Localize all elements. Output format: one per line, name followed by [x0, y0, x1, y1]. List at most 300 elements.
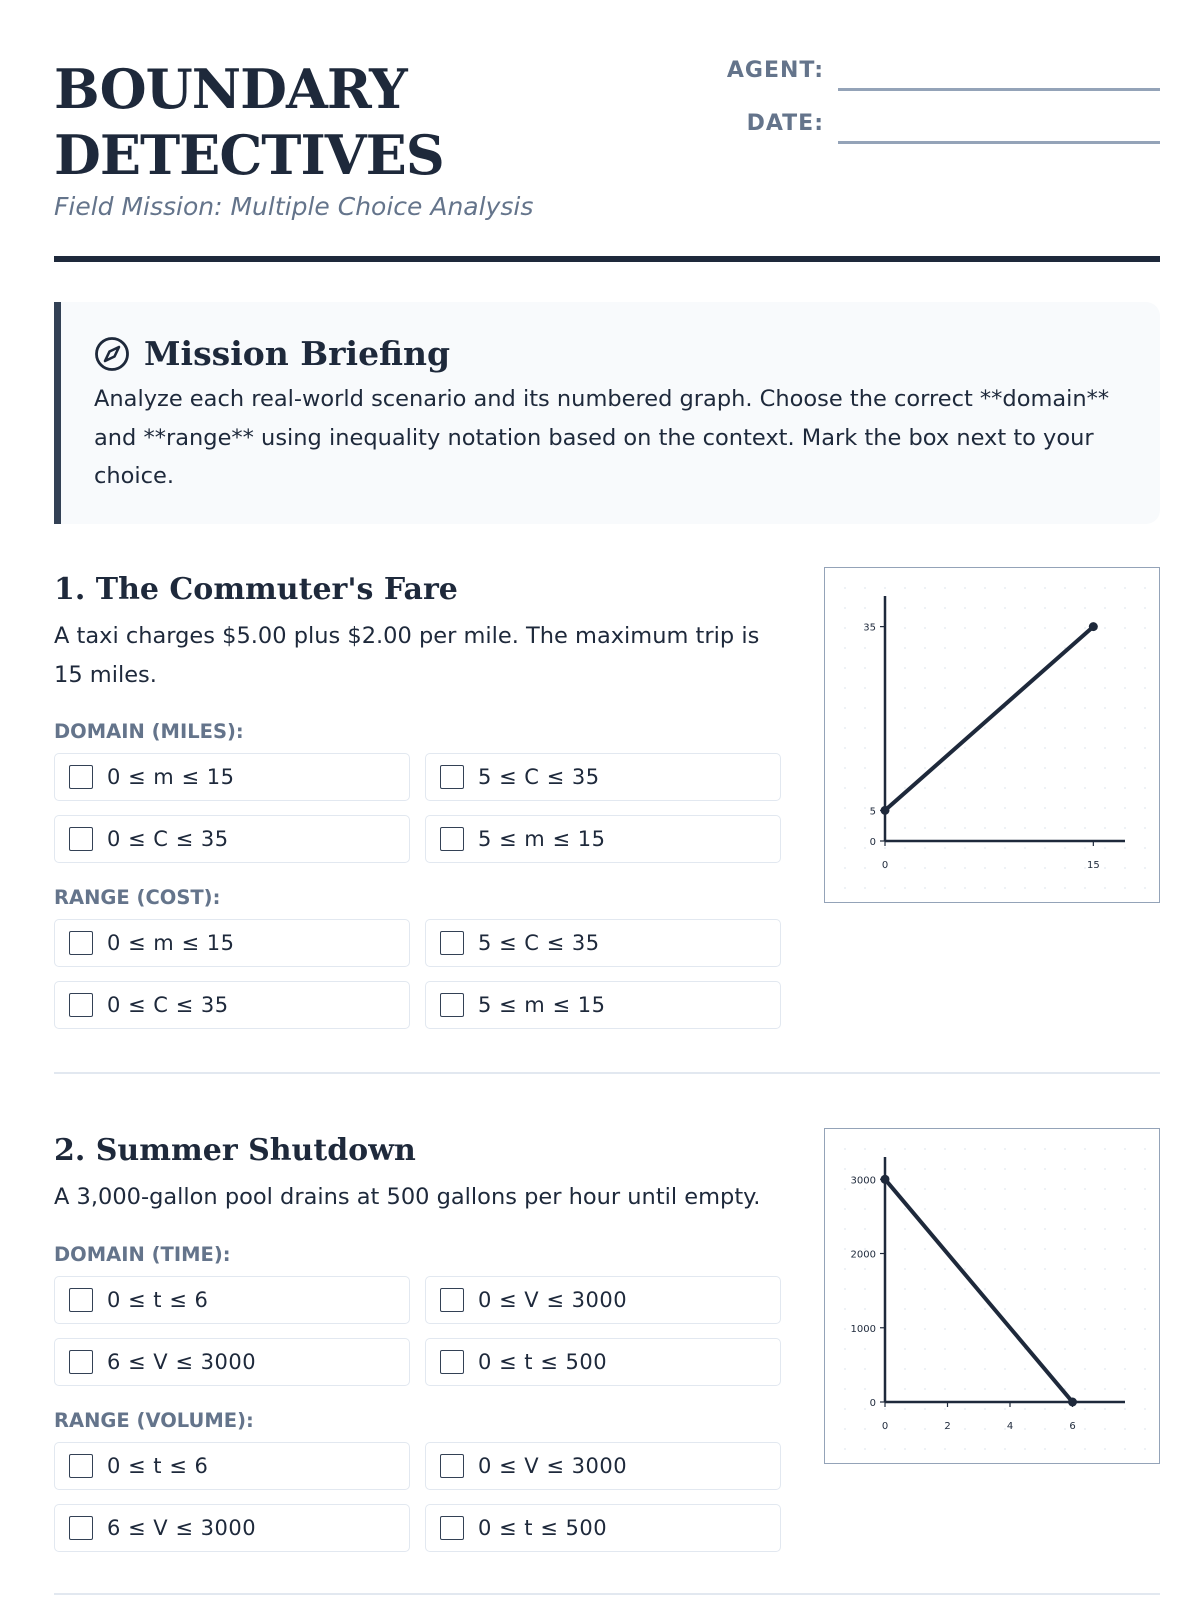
grid-dot — [1144, 887, 1146, 889]
grid-dot — [984, 787, 986, 789]
grid-dot — [1124, 767, 1126, 769]
grid-dot — [1004, 1208, 1006, 1210]
domain-label: DOMAIN (TIME): — [54, 1243, 231, 1266]
grid-dot — [1124, 867, 1126, 869]
domain-option-c[interactable] — [54, 815, 410, 863]
checkbox[interactable] — [440, 1350, 464, 1374]
grid-dot — [984, 1328, 986, 1330]
grid-dot — [1064, 1308, 1066, 1310]
grid-dot — [1004, 1288, 1006, 1290]
grid-dot — [1144, 1328, 1146, 1330]
option-text: 0 ≤ t ≤ 6 — [107, 1288, 209, 1312]
grid-dot — [844, 1228, 846, 1230]
grid-dot — [1104, 1168, 1106, 1170]
grid-dot — [1024, 1308, 1026, 1310]
grid-dot — [984, 1308, 986, 1310]
grid-dot — [904, 1148, 906, 1150]
grid-dot — [904, 1248, 906, 1250]
grid-dot — [1044, 1228, 1046, 1230]
grid-dot — [904, 1268, 906, 1270]
grid-dot — [1084, 1348, 1086, 1350]
checkbox[interactable] — [440, 1516, 464, 1540]
grid-dot — [864, 787, 866, 789]
grid-dot — [844, 1208, 846, 1210]
grid-dot — [1044, 1348, 1046, 1350]
grid-dot — [964, 867, 966, 869]
grid-dot — [1044, 1168, 1046, 1170]
grid-dot — [924, 1248, 926, 1250]
grid-dot — [924, 727, 926, 729]
grid-dot — [1044, 1428, 1046, 1430]
briefing-text: Analyze each real-world scenario and its numbered graph. Choose the correct **domain** and **range** using inequality notation based on the context. Mark the box next to your choice. — [94, 386, 1110, 489]
grid-dot — [944, 1288, 946, 1290]
grid-dot — [1044, 807, 1046, 809]
grid-dot — [1004, 1228, 1006, 1230]
grid-dot — [984, 587, 986, 589]
series-line — [885, 627, 1093, 811]
grid-dot — [1144, 627, 1146, 629]
grid-dot — [1024, 647, 1026, 649]
grid-dot — [1124, 667, 1126, 669]
grid-dot — [944, 1168, 946, 1170]
grid-dot — [924, 1168, 926, 1170]
page-subtitle: Field Mission: Multiple Choice Analysis — [54, 192, 534, 221]
grid-dot — [1064, 667, 1066, 669]
series-line — [885, 1179, 1073, 1402]
grid-dot — [1124, 1288, 1126, 1290]
grid-dot — [1144, 847, 1146, 849]
grid-dot — [964, 607, 966, 609]
grid-dot — [844, 1168, 846, 1170]
grid-dot — [904, 1168, 906, 1170]
grid-dot — [1064, 787, 1066, 789]
grid-dot — [1024, 867, 1026, 869]
grid-dot — [924, 1408, 926, 1410]
grid-dot — [844, 587, 846, 589]
agent-line[interactable] — [838, 88, 1160, 91]
grid-dot — [944, 707, 946, 709]
grid-dot — [1044, 727, 1046, 729]
grid-dot — [944, 847, 946, 849]
grid-dot — [1124, 1208, 1126, 1210]
grid-dot — [1064, 847, 1066, 849]
grid-dot — [1124, 1248, 1126, 1250]
checkbox[interactable] — [440, 1454, 464, 1478]
grid-dot — [1004, 887, 1006, 889]
x-tick-label: 0 — [881, 1421, 889, 1432]
grid-dot — [1044, 1408, 1046, 1410]
grid-dot — [1124, 1148, 1126, 1150]
grid-dot — [1144, 707, 1146, 709]
grid-dot — [1104, 1388, 1106, 1390]
grid-dot — [1044, 1448, 1046, 1450]
grid-dot — [1104, 827, 1106, 829]
grid-dot — [1024, 1408, 1026, 1410]
grid-dot — [984, 767, 986, 769]
grid-dot — [924, 1428, 926, 1430]
grid-dot — [1104, 1328, 1106, 1330]
grid-dot — [1124, 607, 1126, 609]
domain-option-a[interactable] — [54, 1276, 410, 1324]
grid-dot — [844, 607, 846, 609]
checkbox[interactable] — [440, 993, 464, 1017]
grid-dot — [964, 667, 966, 669]
grid-dot — [1024, 1188, 1026, 1190]
grid-dot — [1064, 707, 1066, 709]
grid-dot — [1084, 867, 1086, 869]
grid-dot — [1124, 847, 1126, 849]
grid-dot — [1144, 1368, 1146, 1370]
grid-dot — [944, 827, 946, 829]
grid-dot — [844, 1268, 846, 1270]
grid-dot — [1044, 887, 1046, 889]
grid-dot — [1144, 747, 1146, 749]
grid-dot — [1144, 1148, 1146, 1150]
grid-dot — [864, 767, 866, 769]
grid-dot — [964, 1448, 966, 1450]
option-text: 5 ≤ m ≤ 15 — [478, 993, 606, 1017]
grid-dot — [844, 767, 846, 769]
grid-dot — [844, 807, 846, 809]
grid-dot — [1144, 1308, 1146, 1310]
domain-option-d[interactable] — [425, 1338, 781, 1386]
grid-dot — [1104, 867, 1106, 869]
grid-dot — [1004, 1248, 1006, 1250]
grid-dot — [964, 727, 966, 729]
grid-dot — [844, 647, 846, 649]
grid-dot — [964, 747, 966, 749]
grid-dot — [1024, 1368, 1026, 1370]
checkbox[interactable] — [69, 1454, 93, 1478]
grid-dot — [924, 1328, 926, 1330]
grid-dot — [884, 1448, 886, 1450]
grid-dot — [904, 647, 906, 649]
grid-dot — [1024, 727, 1026, 729]
grid-dot — [1064, 867, 1066, 869]
checkbox[interactable] — [69, 931, 93, 955]
range-option-a[interactable] — [54, 919, 410, 967]
checkbox[interactable] — [69, 993, 93, 1017]
option-text: 0 ≤ m ≤ 15 — [107, 765, 235, 789]
grid-dot — [904, 1388, 906, 1390]
grid-dot — [984, 607, 986, 609]
grid-dot — [984, 1288, 986, 1290]
grid-dot — [1004, 1188, 1006, 1190]
grid-dot — [1044, 787, 1046, 789]
grid-dot — [1064, 627, 1066, 629]
grid-dot — [1004, 647, 1006, 649]
grid-dot — [1144, 1188, 1146, 1190]
grid-dot — [1124, 1228, 1126, 1230]
grid-dot — [864, 847, 866, 849]
grid-dot — [1064, 1208, 1066, 1210]
grid-dot — [944, 1348, 946, 1350]
grid-dot — [1084, 887, 1086, 889]
grid-dot — [1024, 1328, 1026, 1330]
grid-dot — [864, 1228, 866, 1230]
option-text: 6 ≤ V ≤ 3000 — [107, 1350, 257, 1374]
grid-dot — [1064, 1428, 1066, 1430]
graph-2 — [824, 1128, 1160, 1464]
grid-dot — [1024, 1148, 1026, 1150]
grid-dot — [1124, 827, 1126, 829]
grid-dot — [1004, 727, 1006, 729]
grid-dot — [1004, 1408, 1006, 1410]
grid-dot — [924, 1148, 926, 1150]
grid-dot — [964, 1248, 966, 1250]
range-option-b[interactable] — [425, 919, 781, 967]
grid-dot — [904, 1308, 906, 1310]
grid-dot — [944, 1308, 946, 1310]
grid-dot — [984, 627, 986, 629]
grid-dot — [1024, 1208, 1026, 1210]
checkbox[interactable] — [69, 1516, 93, 1540]
grid-dot — [904, 1228, 906, 1230]
agent-label: AGENT: — [726, 58, 824, 83]
data-point — [1089, 622, 1098, 631]
domain-option-c[interactable] — [54, 1338, 410, 1386]
domain-option-b[interactable] — [425, 1276, 781, 1324]
grid-dot — [984, 1228, 986, 1230]
grid-dot — [1064, 807, 1066, 809]
y-tick-label: 0 — [869, 837, 876, 848]
grid-dot — [1004, 607, 1006, 609]
grid-dot — [1004, 1148, 1006, 1150]
checkbox[interactable] — [440, 765, 464, 789]
grid-dot — [844, 847, 846, 849]
grid-dot — [964, 1388, 966, 1390]
grid-dot — [1104, 787, 1106, 789]
checkbox[interactable] — [69, 1350, 93, 1374]
grid-dot — [1044, 847, 1046, 849]
y-tick-label: 0 — [869, 1398, 876, 1409]
grid-dot — [924, 647, 926, 649]
graph-1 — [824, 567, 1160, 903]
grid-dot — [1044, 1388, 1046, 1390]
grid-dot — [984, 1428, 986, 1430]
checkbox[interactable] — [440, 931, 464, 955]
grid-dot — [1084, 1148, 1086, 1150]
grid-dot — [1044, 1148, 1046, 1150]
grid-dot — [924, 1388, 926, 1390]
grid-dot — [1104, 1188, 1106, 1190]
grid-dot — [864, 647, 866, 649]
checkbox[interactable] — [440, 1288, 464, 1312]
grid-dot — [1064, 1328, 1066, 1330]
grid-dot — [904, 787, 906, 789]
grid-dot — [1084, 1168, 1086, 1170]
grid-dot — [1144, 1428, 1146, 1430]
grid-dot — [924, 1268, 926, 1270]
grid-dot — [944, 687, 946, 689]
grid-dot — [884, 587, 886, 589]
grid-dot — [1064, 1448, 1066, 1450]
grid-dot — [1024, 807, 1026, 809]
grid-dot — [924, 1188, 926, 1190]
grid-dot — [944, 1208, 946, 1210]
grid-dot — [1064, 727, 1066, 729]
grid-dot — [844, 1288, 846, 1290]
grid-dot — [1084, 1248, 1086, 1250]
grid-dot — [924, 627, 926, 629]
grid-dot — [1124, 1268, 1126, 1270]
grid-dot — [1104, 847, 1106, 849]
checkbox[interactable] — [440, 827, 464, 851]
grid-dot — [924, 887, 926, 889]
grid-dot — [1104, 747, 1106, 749]
grid-dot — [844, 867, 846, 869]
grid-dot — [1064, 1248, 1066, 1250]
grid-dot — [1064, 1368, 1066, 1370]
grid-dot — [1144, 867, 1146, 869]
grid-dot — [924, 747, 926, 749]
grid-dot — [884, 887, 886, 889]
grid-dot — [984, 1388, 986, 1390]
grid-dot — [1124, 1388, 1126, 1390]
grid-dot — [904, 847, 906, 849]
grid-dot — [1124, 1328, 1126, 1330]
grid-dot — [1124, 1368, 1126, 1370]
grid-dot — [1024, 887, 1026, 889]
grid-dot — [1144, 1168, 1146, 1170]
date-field[interactable] — [747, 111, 1160, 136]
grid-dot — [984, 827, 986, 829]
option-text: 6 ≤ V ≤ 3000 — [107, 1516, 257, 1540]
grid-dot — [1024, 1428, 1026, 1430]
range-option-a[interactable] — [54, 1442, 410, 1490]
grid-dot — [944, 1328, 946, 1330]
grid-dot — [1024, 1168, 1026, 1170]
domain-option-d[interactable] — [425, 815, 781, 863]
grid-dot — [984, 887, 986, 889]
grid-dot — [864, 1188, 866, 1190]
grid-dot — [964, 767, 966, 769]
range-option-d[interactable] — [425, 981, 781, 1029]
grid-dot — [864, 1448, 866, 1450]
x-tick-label: 2 — [944, 1421, 951, 1432]
grid-dot — [1004, 1168, 1006, 1170]
grid-dot — [1144, 827, 1146, 829]
grid-dot — [984, 747, 986, 749]
grid-dot — [904, 707, 906, 709]
grid-dot — [1084, 1208, 1086, 1210]
grid-dot — [1024, 1288, 1026, 1290]
domain-option-a[interactable] — [54, 753, 410, 801]
grid-dot — [1084, 1368, 1086, 1370]
grid-dot — [944, 1188, 946, 1190]
checkbox[interactable] — [69, 1288, 93, 1312]
grid-dot — [964, 1268, 966, 1270]
grid-dot — [1104, 727, 1106, 729]
grid-dot — [1004, 747, 1006, 749]
grid-dot — [964, 1288, 966, 1290]
grid-dot — [1084, 827, 1086, 829]
grid-dot — [1044, 1308, 1046, 1310]
range-option-c[interactable] — [54, 981, 410, 1029]
grid-dot — [964, 707, 966, 709]
grid-dot — [1064, 607, 1066, 609]
grid-dot — [1124, 1348, 1126, 1350]
grid-dot — [1144, 1408, 1146, 1410]
grid-dot — [844, 1188, 846, 1190]
grid-dot — [984, 1148, 986, 1150]
grid-dot — [844, 887, 846, 889]
grid-dot — [844, 787, 846, 789]
option-text: 5 ≤ C ≤ 35 — [478, 931, 600, 955]
grid-dot — [1044, 1208, 1046, 1210]
grid-dot — [924, 607, 926, 609]
grid-dot — [1024, 847, 1026, 849]
grid-dot — [904, 867, 906, 869]
grid-dot — [1064, 747, 1066, 749]
grid-dot — [1104, 1148, 1106, 1150]
option-text: 0 ≤ V ≤ 3000 — [478, 1288, 628, 1312]
grid-dot — [1024, 587, 1026, 589]
grid-dot — [1044, 867, 1046, 869]
grid-dot — [924, 587, 926, 589]
range-option-d[interactable] — [425, 1504, 781, 1552]
agent-field[interactable] — [727, 58, 1160, 83]
grid-dot — [1004, 1368, 1006, 1370]
grid-dot — [1044, 587, 1046, 589]
grid-dot — [1124, 747, 1126, 749]
grid-dot — [964, 1208, 966, 1210]
grid-dot — [864, 827, 866, 829]
grid-dot — [1144, 727, 1146, 729]
grid-dot — [864, 727, 866, 729]
grid-dot — [964, 1428, 966, 1430]
title-line-2: DETECTIVES — [54, 123, 444, 187]
checkbox[interactable] — [69, 765, 93, 789]
question-description: A taxi charges $5.00 plus $2.00 per mile. The maximum trip is 15 miles. — [54, 623, 760, 688]
grid-dot — [964, 807, 966, 809]
grid-dot — [1004, 1308, 1006, 1310]
grid-dot — [984, 647, 986, 649]
grid-dot — [924, 767, 926, 769]
y-tick-label: 5 — [869, 806, 876, 818]
question-description: A 3,000-gallon pool drains at 500 gallons per hour until empty. — [54, 1184, 761, 1210]
grid-dot — [964, 1348, 966, 1350]
grid-dot — [1144, 807, 1146, 809]
range-option-b[interactable] — [425, 1442, 781, 1490]
grid-dot — [1024, 1248, 1026, 1250]
date-line[interactable] — [838, 141, 1160, 144]
grid-dot — [884, 1148, 886, 1150]
grid-dot — [864, 1408, 866, 1410]
y-tick-label: 1000 — [850, 1323, 876, 1335]
grid-dot — [1084, 807, 1086, 809]
grid-dot — [904, 1368, 906, 1370]
grid-dot — [1024, 1388, 1026, 1390]
option-text: 5 ≤ m ≤ 15 — [478, 827, 606, 851]
domain-option-b[interactable] — [425, 753, 781, 801]
grid-dot — [964, 1328, 966, 1330]
grid-dot — [1144, 667, 1146, 669]
grid-dot — [1084, 767, 1086, 769]
x-tick-label: 15 — [1086, 860, 1100, 871]
grid-dot — [1124, 627, 1126, 629]
grid-dot — [1104, 667, 1106, 669]
grid-dot — [924, 1348, 926, 1350]
option-text: 0 ≤ C ≤ 35 — [107, 827, 229, 851]
grid-dot — [904, 727, 906, 729]
grid-dot — [904, 607, 906, 609]
grid-dot — [864, 1388, 866, 1390]
grid-dot — [844, 1448, 846, 1450]
grid-dot — [904, 1328, 906, 1330]
checkbox[interactable] — [69, 827, 93, 851]
range-option-c[interactable] — [54, 1504, 410, 1552]
